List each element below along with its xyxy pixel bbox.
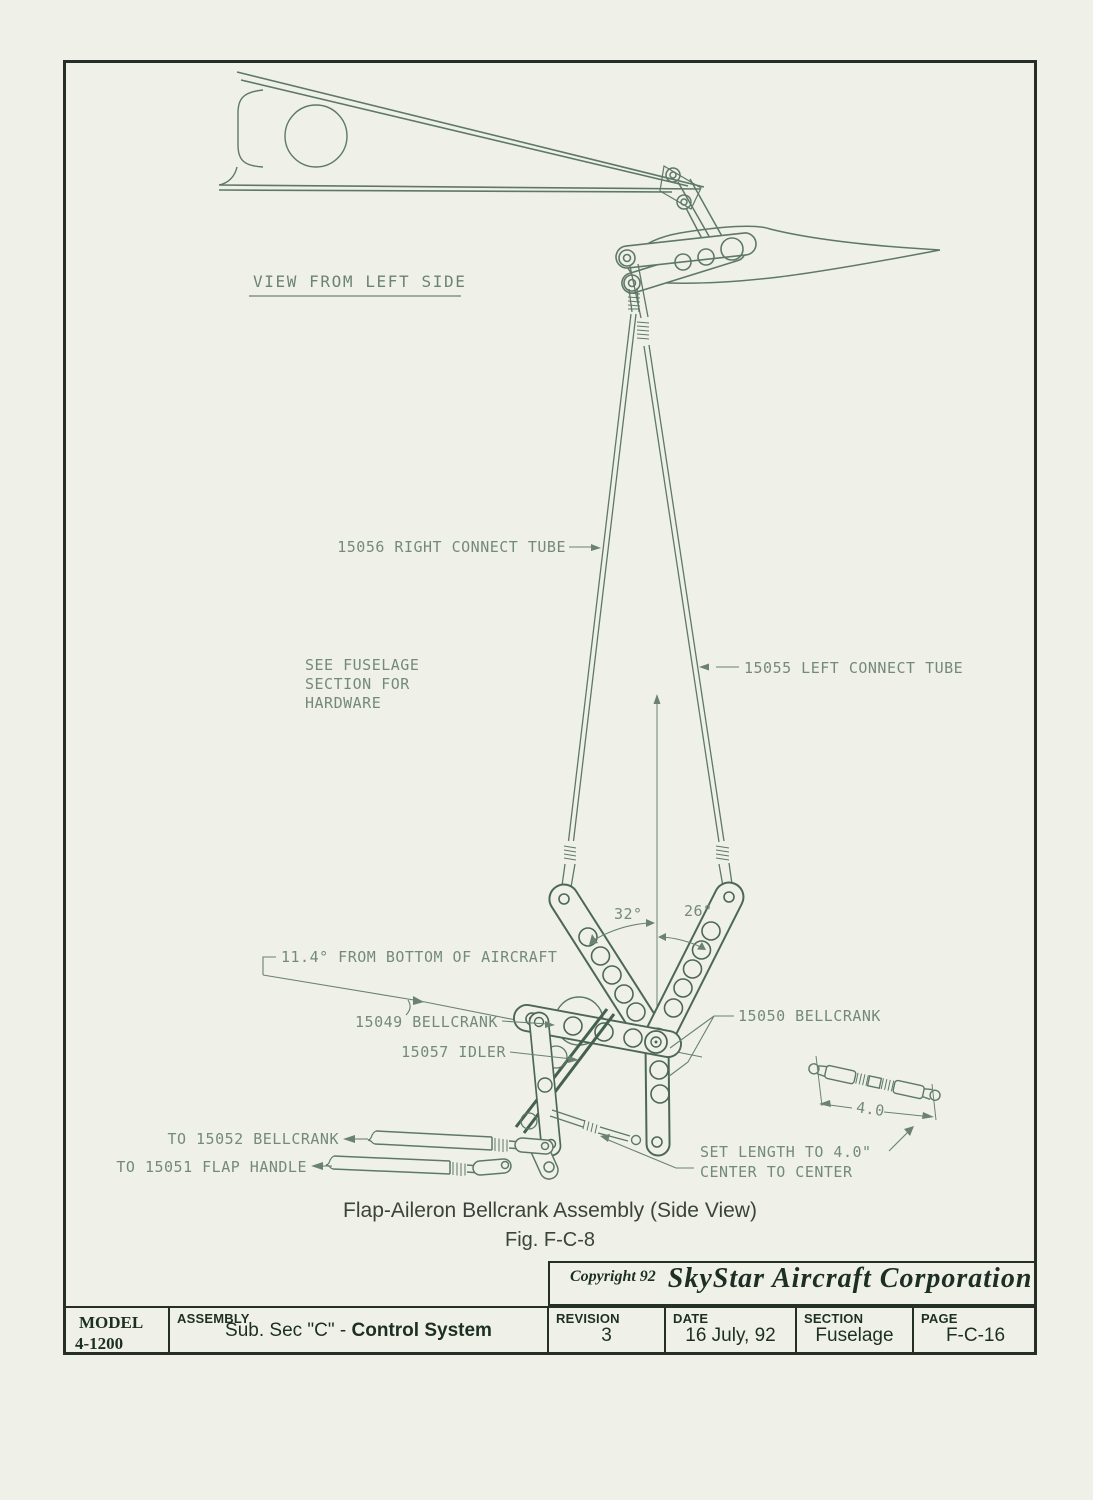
section-cell bbox=[797, 1308, 914, 1355]
view-label: VIEW FROM LEFT SIDE bbox=[253, 272, 467, 291]
page-label: PAGE bbox=[921, 1311, 958, 1326]
page-cell bbox=[914, 1308, 1037, 1355]
revision-value: 3 bbox=[601, 1325, 612, 1346]
model-value: 4-1200 bbox=[75, 1334, 124, 1353]
label-angle-left: 32° bbox=[614, 905, 643, 923]
assembly-bold: Control System bbox=[351, 1320, 492, 1341]
copyright-box bbox=[548, 1261, 1037, 1306]
label-15049: 15049 BELLCRANK bbox=[355, 1013, 498, 1031]
section-label: SECTION bbox=[804, 1311, 864, 1326]
revision-label: REVISION bbox=[556, 1311, 620, 1326]
label-angle-right: 26° bbox=[684, 902, 713, 920]
label-right-tube: 15056 RIGHT CONNECT TUBE bbox=[337, 538, 566, 556]
label-to-15051: TO 15051 FLAP HANDLE bbox=[116, 1158, 307, 1176]
assembly-prefix: Sub. Sec "C" - bbox=[225, 1320, 352, 1341]
assembly-value bbox=[170, 1320, 547, 1342]
note-line-1: SEE FUSELAGE bbox=[305, 656, 420, 674]
date-label: DATE bbox=[673, 1311, 709, 1326]
label-to-15052: TO 15052 BELLCRANK bbox=[167, 1130, 339, 1148]
figure-caption: Flap-Aileron Bellcrank Assembly (Side View) bbox=[343, 1199, 757, 1222]
copyright-prefix: Copyright 92 bbox=[570, 1268, 656, 1285]
section-value: Fuselage bbox=[815, 1325, 894, 1346]
label-angle-ref: 11.4° FROM BOTTOM OF AIRCRAFT bbox=[281, 948, 558, 966]
model-label: MODEL bbox=[79, 1313, 144, 1332]
label-center-to-center: CENTER TO CENTER bbox=[700, 1163, 853, 1181]
assembly-label: ASSEMBLY bbox=[177, 1311, 250, 1326]
note-line-2: SECTION FOR bbox=[305, 675, 410, 693]
label-15057: 15057 IDLER bbox=[401, 1043, 506, 1061]
revision-cell bbox=[549, 1308, 666, 1355]
note-line-3: HARDWARE bbox=[305, 694, 382, 712]
label-dim-4-0: 4.0 bbox=[855, 1098, 886, 1121]
label-15050: 15050 BELLCRANK bbox=[738, 1007, 881, 1025]
label-set-length: SET LENGTH TO 4.0" bbox=[700, 1143, 872, 1161]
title-block-row bbox=[63, 1306, 1037, 1355]
assembly-cell bbox=[170, 1308, 549, 1355]
figure-number: Fig. F-C-8 bbox=[505, 1229, 595, 1251]
label-left-tube: 15055 LEFT CONNECT TUBE bbox=[744, 659, 964, 677]
model-cell bbox=[63, 1308, 170, 1355]
date-value: 16 July, 92 bbox=[685, 1325, 776, 1346]
drawing-border-frame bbox=[63, 60, 1037, 1355]
company-name: SkyStar Aircraft Corporation bbox=[667, 1263, 1033, 1294]
page-value: F-C-16 bbox=[945, 1325, 1006, 1346]
date-cell bbox=[666, 1308, 797, 1355]
